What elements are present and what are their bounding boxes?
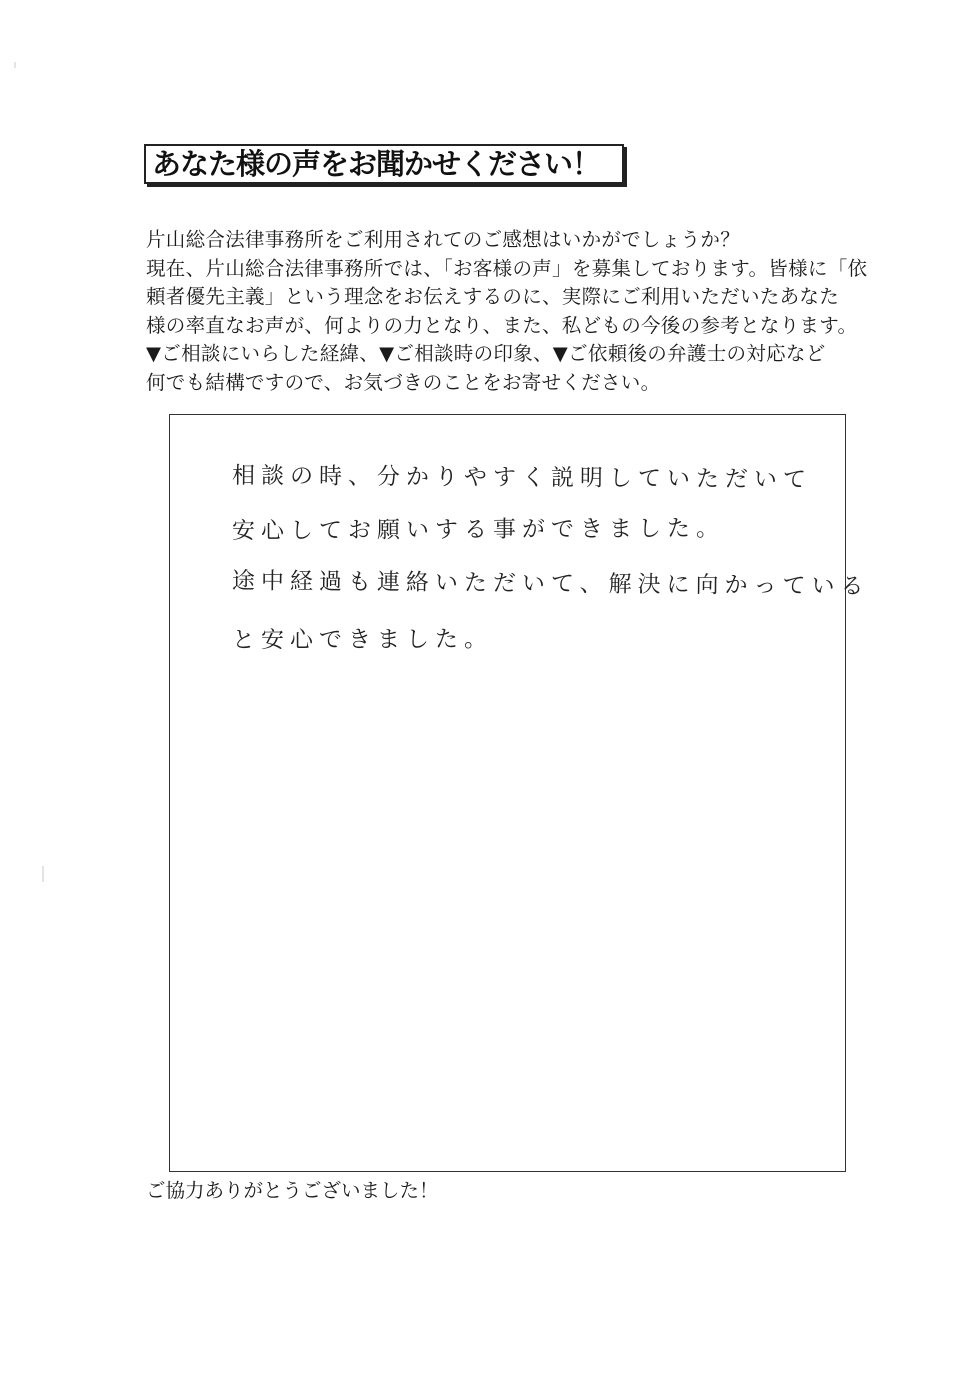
handwritten-comment-line: 相談の時、分かりやすく説明していただいて xyxy=(231,462,813,494)
intro-line: 現在、片山総合法律事務所では、「お客様の声」を募集しております。皆様に「依 xyxy=(146,256,868,280)
intro-line: 片山総合法律事務所をご利用されてのご感想はいかがでしょうか？ xyxy=(146,228,741,251)
comment-box xyxy=(169,414,870,1172)
heading-box xyxy=(144,144,624,184)
intro-line: 様の率直なお声が、何よりの力となり、また、私どもの今後の参考となります。 xyxy=(146,313,858,337)
handwritten-comment-line: と安心できました。 xyxy=(231,626,494,654)
thanks-message: ご協力ありがとうございました！ xyxy=(146,1179,439,1202)
intro-line: 頼者優先主義」という理念をお伝えするのに、実際にご利用いただいたあなた xyxy=(146,285,840,308)
intro-line: ▼ご相談にいらした経緯、▼ご相談時の印象、▼ご依頼後の弁護士の対応など xyxy=(146,342,826,365)
intro-line: 何でも結構ですので、お気づきのことをお寄せください。 xyxy=(146,370,661,394)
handwritten-comment-line: 安心してお願いする事ができました。 xyxy=(231,515,726,545)
handwritten-comment-line: 途中経過も連絡いただいて、解決に向かっている xyxy=(231,568,870,600)
scan-speck xyxy=(42,866,44,882)
page-title: あなた様の声をお聞かせください！ xyxy=(152,146,601,181)
scan-speck xyxy=(14,62,16,68)
intro-text xyxy=(146,226,866,397)
